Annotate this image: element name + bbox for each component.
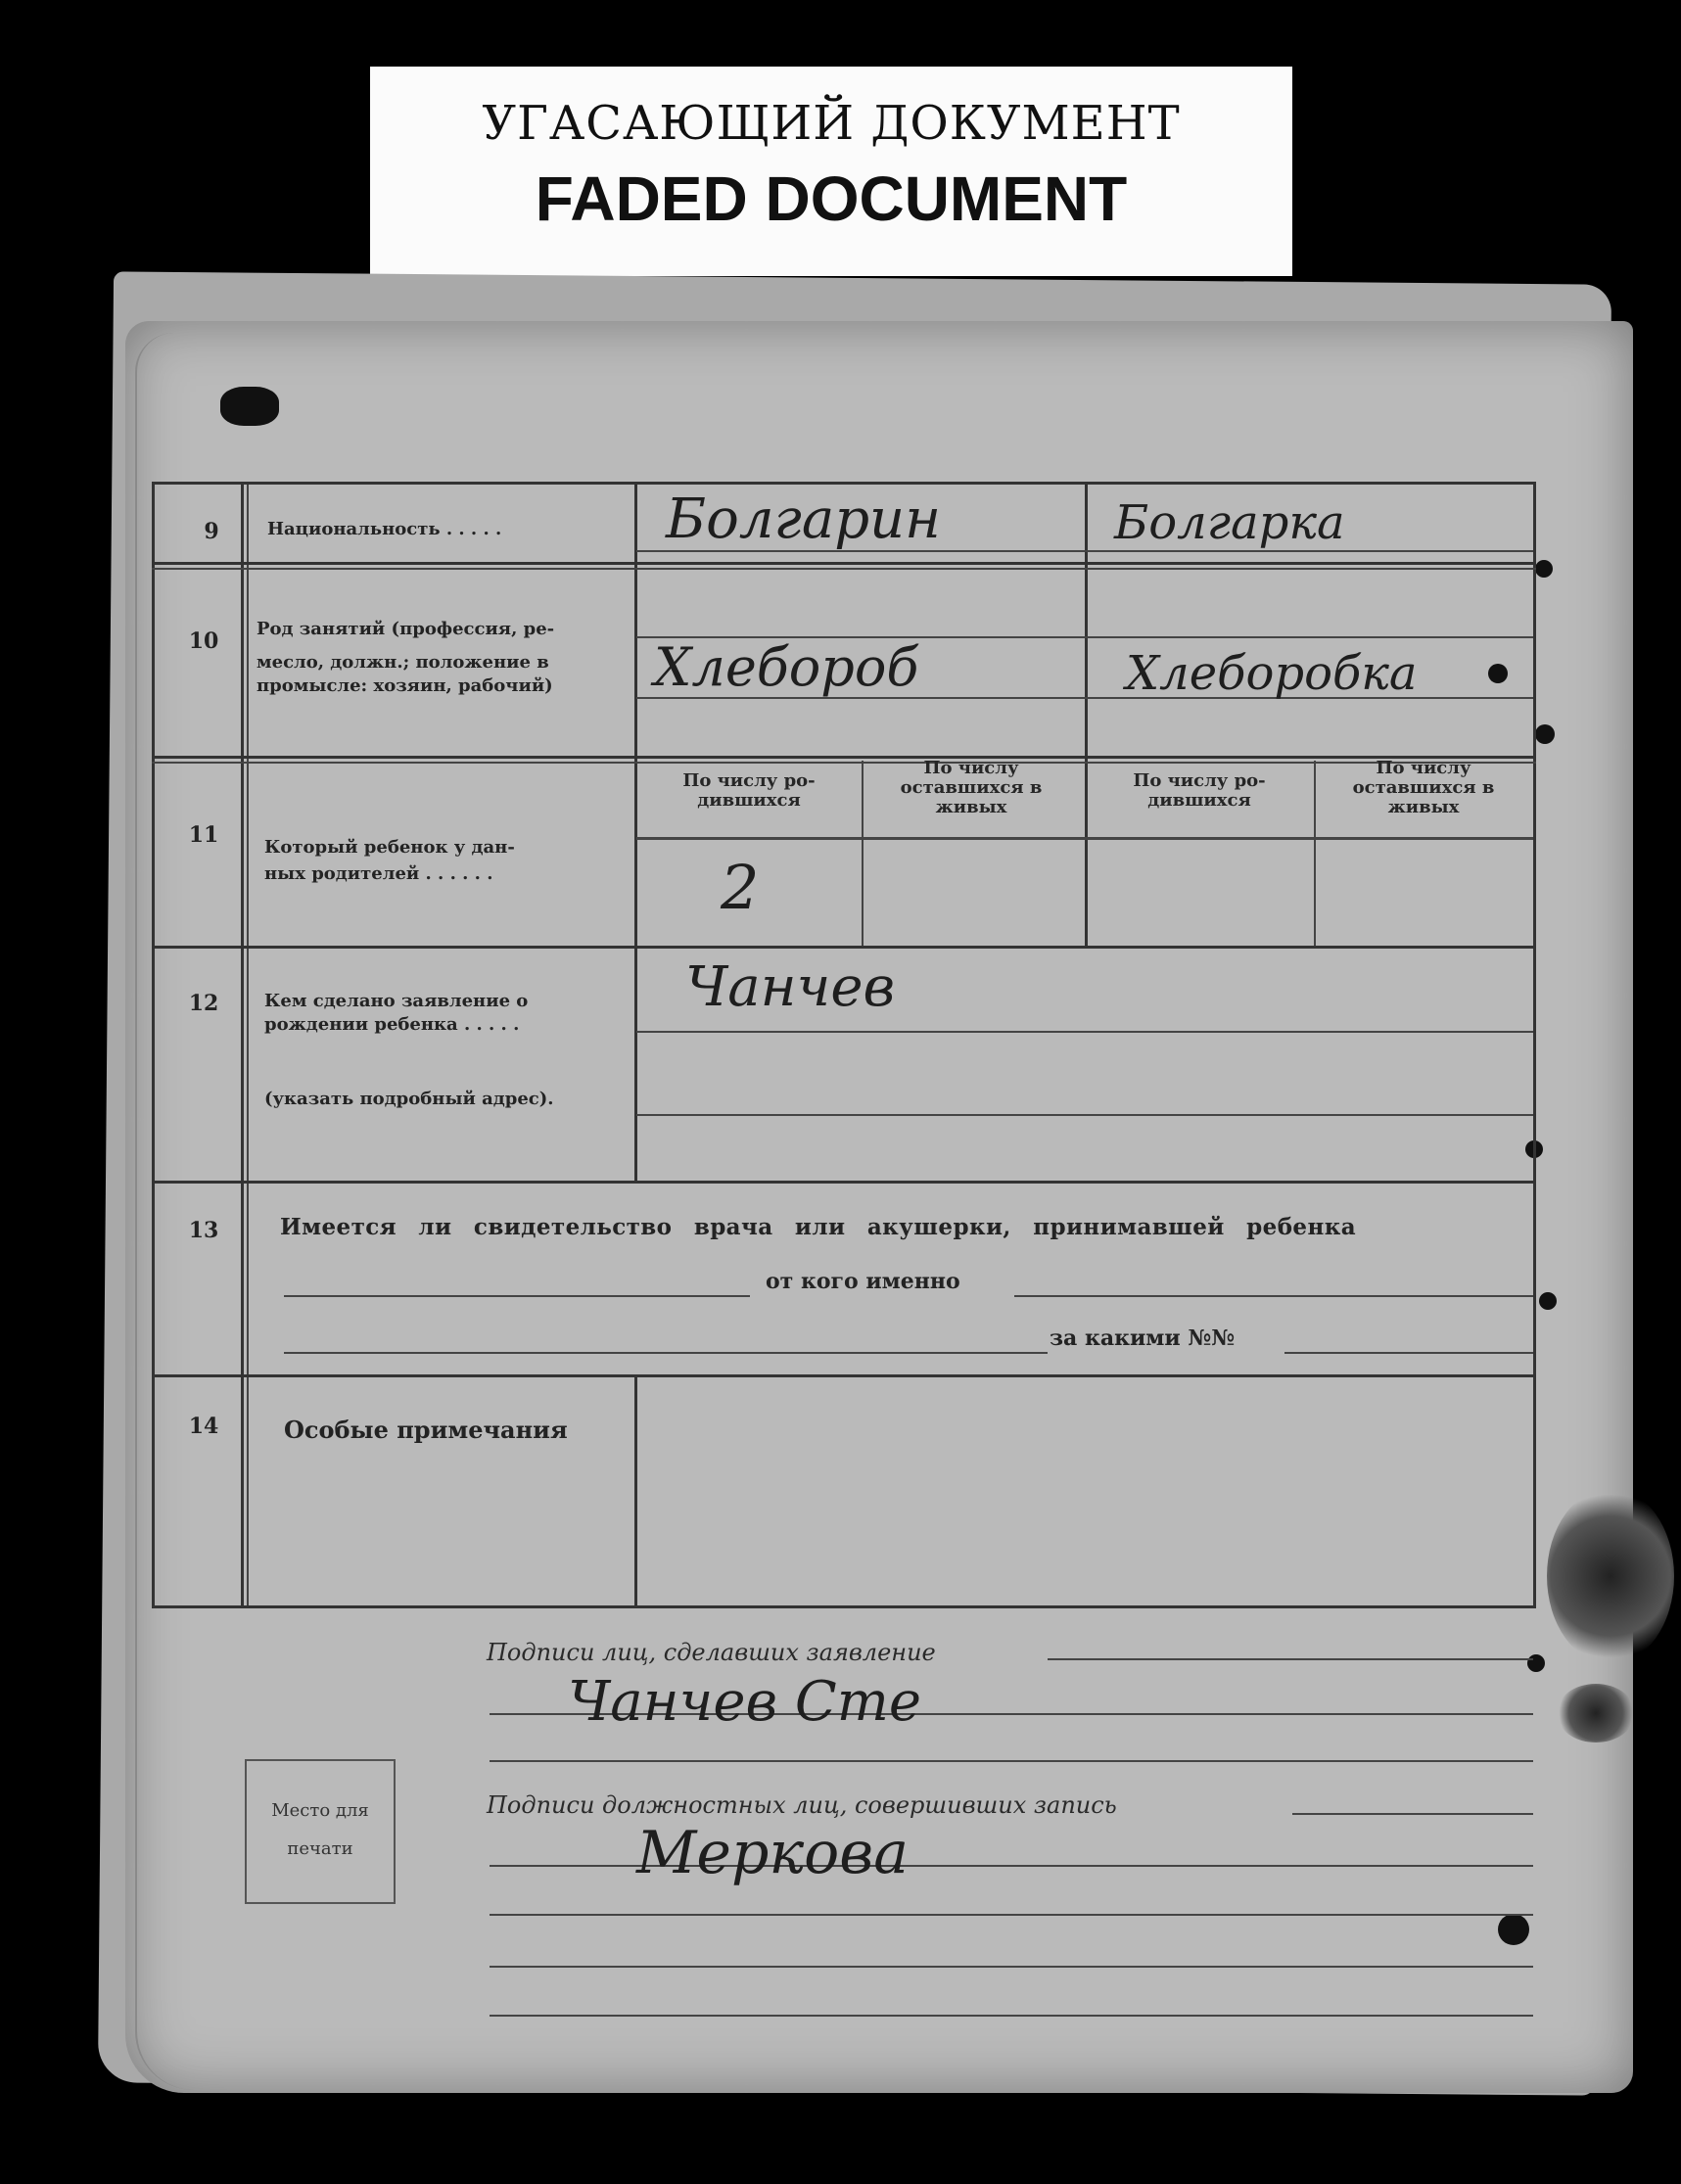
col-surviving-father: По числу оставшихся в живых [900, 758, 1043, 817]
stamp-label-line1: Место для [271, 1800, 369, 1821]
father-nationality: Болгарин [666, 488, 942, 551]
officials-signature-label: Подписи должностных лиц, совершивших запись [487, 1791, 1117, 1819]
row-12-label-line3: (указать подробный адрес). [264, 1089, 554, 1109]
row-13-from-whom: от кого именно [766, 1269, 960, 1294]
applicants-signature: Чанчев Сте [568, 1670, 922, 1734]
mother-occupation: Хлеборобка [1126, 646, 1418, 701]
applicants-signature-label: Подписи лиц, сделавших заявление [487, 1639, 936, 1666]
father-occupation: Хлебороб [654, 636, 919, 698]
child-order-value: 2 [721, 852, 760, 923]
row-number-12: 12 [188, 991, 219, 1016]
stamp-label-line2: печати [287, 1838, 353, 1859]
mother-nationality: Болгарка [1114, 495, 1345, 550]
row-11-label-line2: ных родителей . . . . . . [264, 863, 493, 884]
row-14-label: Особые примечания [284, 1416, 568, 1444]
row-number-11: 11 [188, 822, 219, 848]
applicant-name: Чанчев [685, 955, 896, 1019]
row-10-label-line3: промысле: хозяин, рабочий) [257, 675, 553, 696]
row-12-label-line1: Кем сделано заявление о [264, 991, 529, 1011]
stamp-placeholder [245, 1759, 396, 1904]
label-english: FADED DOCUMENT [535, 163, 1128, 234]
row-9-label: Национальность . . . . . [267, 519, 502, 539]
row-10-label-line1: Род занятий (профессия, ре- [257, 619, 555, 639]
row-10-label-line2: месло, должн.; положение в [257, 652, 549, 673]
row-13-question: Имеется ли свидетельство врача или акушерки, принимавшей ребенка [280, 1214, 1357, 1240]
row-number-13: 13 [188, 1218, 219, 1243]
row-13-numbers: за какими №№ [1050, 1325, 1236, 1351]
row-11-label-line1: Который ребенок у дан- [264, 837, 515, 858]
label-russian: УГАСАЮЩИЙ ДОКУМЕНТ [482, 96, 1181, 151]
officials-signature: Меркова [636, 1819, 909, 1887]
col-born-mother: По числу ро- дившихся [1133, 770, 1266, 811]
row-number-10: 10 [188, 628, 219, 654]
col-surviving-mother: По числу оставшихся в живых [1352, 758, 1495, 817]
row-number-9: 9 [204, 519, 219, 544]
row-number-14: 14 [188, 1414, 219, 1439]
row-12-label-line2: рождении ребенка . . . . . [264, 1014, 520, 1035]
col-born-father: По числу ро- дившихся [682, 770, 816, 811]
